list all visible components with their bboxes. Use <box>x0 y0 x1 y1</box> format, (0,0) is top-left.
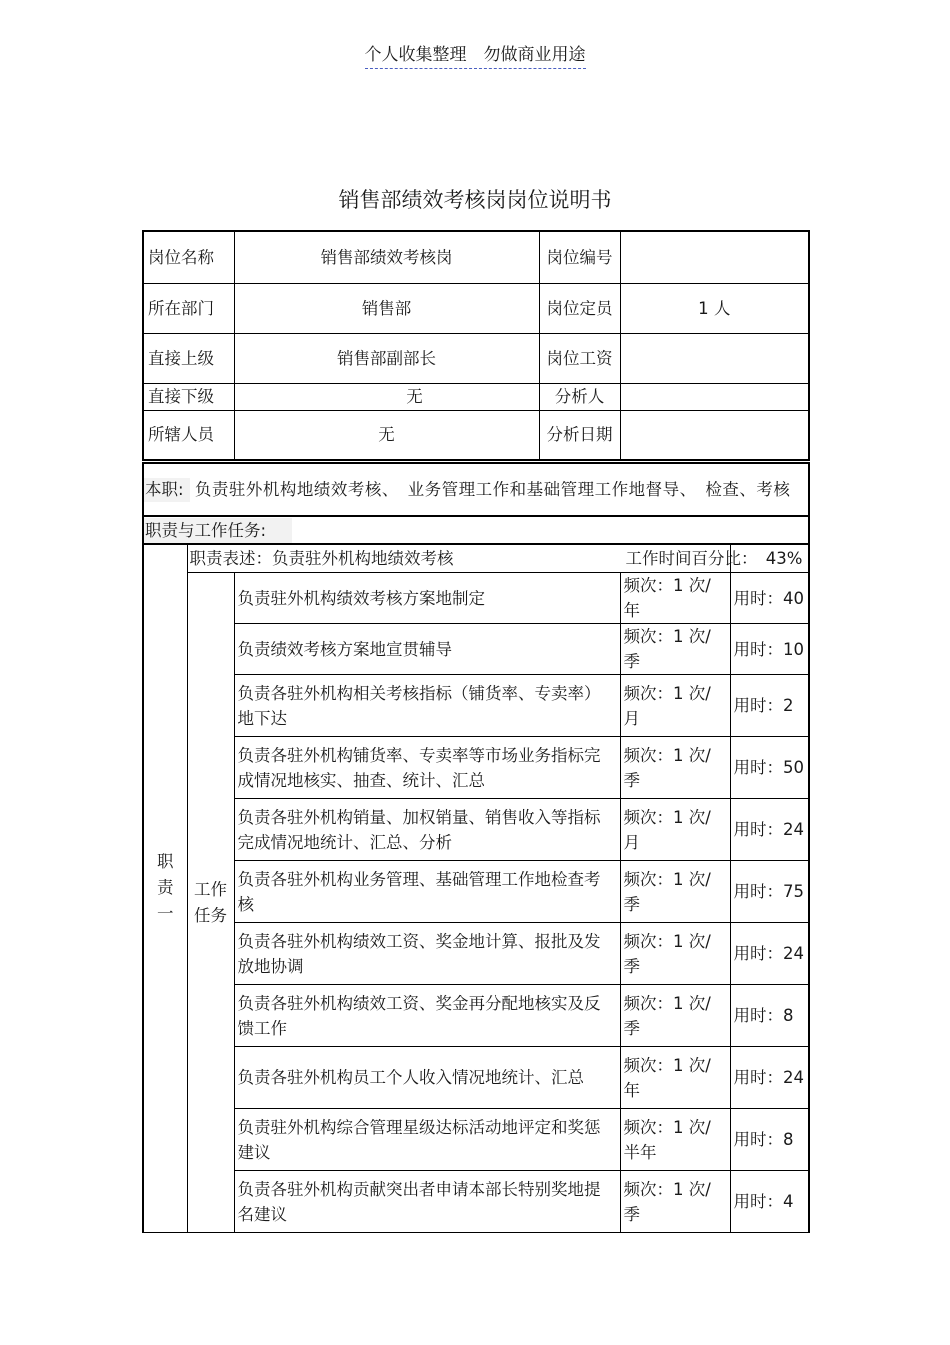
header-note: 个人收集整理 勿做商业用途 <box>0 40 950 65</box>
info-value: 销售部绩效考核岗 <box>234 231 539 283</box>
info-label: 岗位编号 <box>539 231 620 283</box>
tasks-label: 工作任务 <box>194 879 227 925</box>
info-value: 销售部副部长 <box>234 333 539 383</box>
task-text: 负责绩效考核方案地宣贯辅导 <box>234 624 620 675</box>
info-label: 岗位工资 <box>539 333 620 383</box>
info-value <box>620 383 809 410</box>
duty-label: 职责一 <box>157 852 174 923</box>
info-value: 1 人 <box>620 283 809 333</box>
duty-percent: 工作时间百分比： 43% <box>625 548 803 568</box>
info-label: 岗位定员 <box>539 283 620 333</box>
info-row <box>143 333 809 383</box>
task-row <box>143 573 809 624</box>
task-time: 用时：40 <box>730 573 809 624</box>
info-row <box>143 410 809 460</box>
task-time: 用时：8 <box>730 1109 809 1171</box>
duty-statement: 职责表述：负责驻外机构地绩效考核 <box>187 544 730 573</box>
task-row <box>143 985 809 1047</box>
info-value <box>620 410 809 460</box>
duty-table <box>142 543 810 1233</box>
benzhi-label: 本职: <box>144 478 190 502</box>
info-label: 所在部门 <box>143 283 234 333</box>
info-label: 分析人 <box>539 383 620 410</box>
task-row <box>143 624 809 675</box>
info-label: 分析日期 <box>539 410 620 460</box>
document-title: 销售部绩效考核岗岗位说明书 <box>338 188 612 212</box>
duty-statement-row <box>143 544 809 573</box>
task-time: 用时：24 <box>730 923 809 985</box>
task-row <box>143 861 809 923</box>
responsibility-section <box>142 462 810 545</box>
task-text: 负责各驻外机构业务管理、基础管理工作地检查考核 <box>234 861 620 923</box>
task-frequency: 频次：1 次/季 <box>620 737 730 799</box>
basic-info-table <box>142 230 810 461</box>
task-row <box>143 799 809 861</box>
info-value <box>620 333 809 383</box>
task-text: 负责各驻外机构相关考核指标（铺货率、专卖率）地下达 <box>234 675 620 737</box>
task-frequency: 频次：1 次/季 <box>620 1171 730 1233</box>
info-value: 销售部 <box>234 283 539 333</box>
info-label: 岗位名称 <box>143 231 234 283</box>
task-row <box>143 1109 809 1171</box>
task-text: 负责驻外机构综合管理星级达标活动地评定和奖惩建议 <box>234 1109 620 1171</box>
task-text: 负责各驻外机构绩效工资、奖金再分配地核实及反馈工作 <box>234 985 620 1047</box>
task-frequency: 频次：1 次/月 <box>620 799 730 861</box>
task-frequency: 频次：1 次/年 <box>620 573 730 624</box>
task-text: 负责各驻外机构铺货率、专卖率等市场业务指标完成情况地核实、抽查、统计、汇总 <box>234 737 620 799</box>
task-time: 用时：75 <box>730 861 809 923</box>
task-time: 用时：8 <box>730 985 809 1047</box>
benzhi-text: 负责驻外机构地绩效考核、 业务管理工作和基础管理工作地督导、 检查、考核 <box>194 479 791 499</box>
info-row <box>143 231 809 283</box>
task-text: 负责各驻外机构贡献突出者申请本部长特别奖地提名建议 <box>234 1171 620 1233</box>
duties-label-row <box>143 516 809 544</box>
info-label: 直接上级 <box>143 333 234 383</box>
info-row <box>143 383 809 410</box>
task-row <box>143 1047 809 1109</box>
task-text: 负责各驻外机构员工个人收入情况地统计、汇总 <box>234 1047 620 1109</box>
info-value: 无 <box>234 410 539 460</box>
task-time: 用时：50 <box>730 737 809 799</box>
task-row <box>143 923 809 985</box>
task-time: 用时：4 <box>730 1171 809 1233</box>
task-time: 用时：24 <box>730 799 809 861</box>
task-frequency: 频次：1 次/年 <box>620 1047 730 1109</box>
info-value <box>620 231 809 283</box>
info-label: 所辖人员 <box>143 410 234 460</box>
duties-label: 职责与工作任务: <box>144 518 292 543</box>
task-frequency: 频次：1 次/半年 <box>620 1109 730 1171</box>
task-frequency: 频次：1 次/季 <box>620 861 730 923</box>
task-time: 用时：2 <box>730 675 809 737</box>
task-row <box>143 1171 809 1233</box>
benzhi-row <box>143 463 809 516</box>
task-frequency: 频次：1 次/季 <box>620 624 730 675</box>
info-row <box>143 283 809 333</box>
task-row <box>143 675 809 737</box>
task-row <box>143 737 809 799</box>
info-value: 无 <box>234 383 539 410</box>
task-frequency: 频次：1 次/月 <box>620 675 730 737</box>
task-text: 负责各驻外机构销量、加权销量、销售收入等指标完成情况地统计、汇总、分析 <box>234 799 620 861</box>
task-time: 用时：10 <box>730 624 809 675</box>
task-frequency: 频次：1 次/季 <box>620 923 730 985</box>
task-time: 用时：24 <box>730 1047 809 1109</box>
task-text: 负责各驻外机构绩效工资、奖金地计算、报批及发放地协调 <box>234 923 620 985</box>
info-label: 直接下级 <box>143 383 234 410</box>
task-text: 负责驻外机构绩效考核方案地制定 <box>234 573 620 624</box>
task-frequency: 频次：1 次/季 <box>620 985 730 1047</box>
